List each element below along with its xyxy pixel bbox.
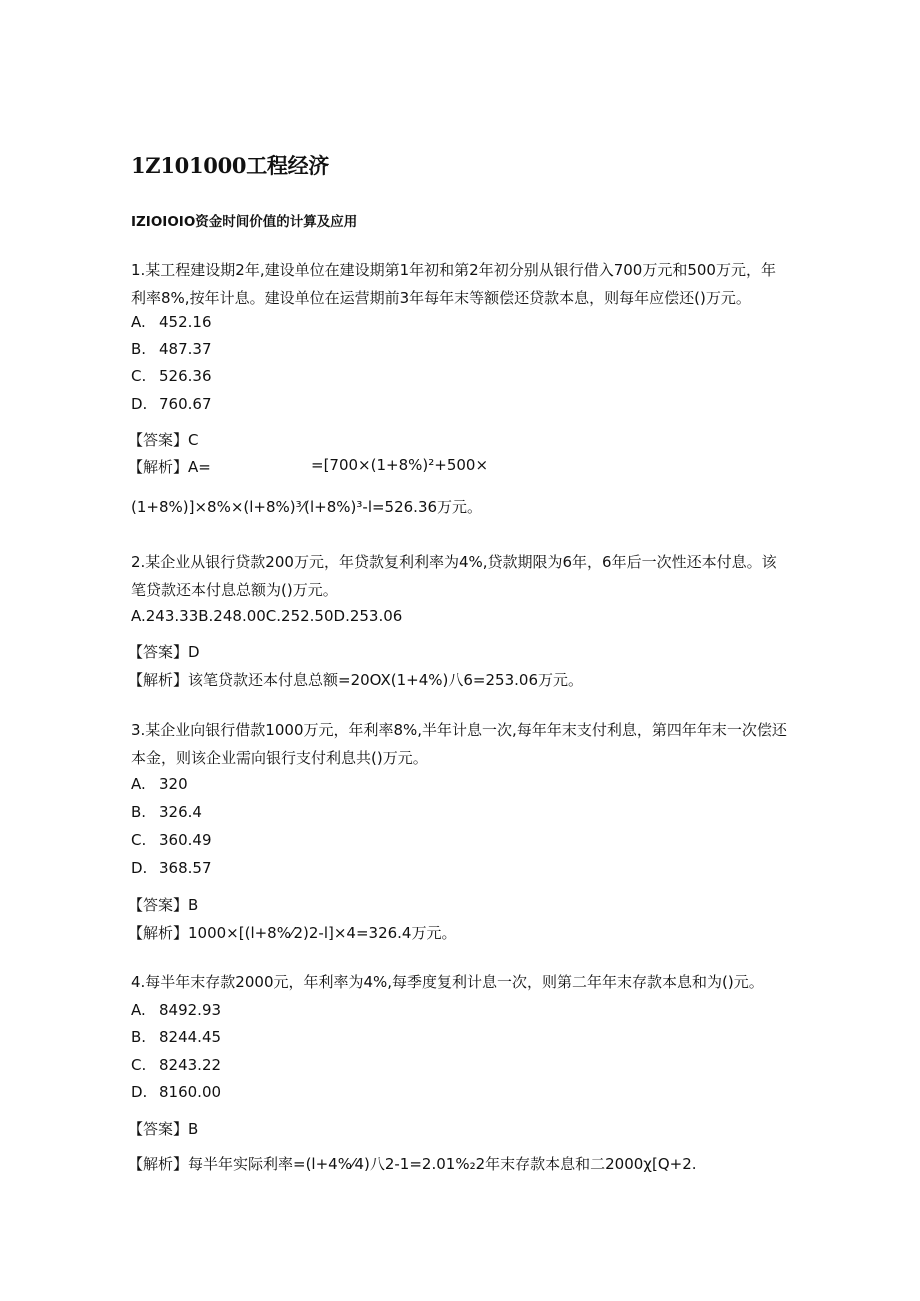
option-letter: B. bbox=[131, 803, 147, 821]
option-letter: D. bbox=[131, 1083, 148, 1101]
option-letter: A. bbox=[131, 313, 146, 331]
question-stem-line: 笔贷款还本付息总额为()万元。 bbox=[131, 581, 338, 599]
option-value: 8243.22 bbox=[159, 1056, 222, 1074]
option-letter: B. bbox=[131, 340, 147, 358]
option-value: 526.36 bbox=[159, 367, 212, 385]
option-letter: A. bbox=[131, 775, 146, 793]
question-1-option-a bbox=[131, 313, 212, 331]
question-4-stem bbox=[131, 968, 796, 996]
question-1-answer: 【答案】C bbox=[128, 431, 199, 449]
option-letter: C. bbox=[131, 1056, 147, 1074]
question-1-option-b bbox=[131, 340, 212, 358]
question-2-analysis: 【解析】该笔贷款还本付息总额=20OX(1+4%)八6=253.06万元。 bbox=[128, 671, 583, 689]
question-4-option-c bbox=[131, 1056, 221, 1074]
question-3-option-a bbox=[131, 775, 188, 793]
question-stem-line: 3.某企业向银行借款1000万元，年利率8%,半年计息一次,每年年末支付利息，第四年年末一次偿还 bbox=[131, 721, 787, 739]
question-4-option-d bbox=[131, 1083, 221, 1101]
question-2-stem bbox=[131, 548, 796, 604]
option-letter: C. bbox=[131, 367, 147, 385]
option-letter: D. bbox=[131, 859, 148, 877]
option-value: 452.16 bbox=[159, 313, 212, 331]
option-value: 320 bbox=[159, 775, 188, 793]
question-stem-line: 4.每半年末存款2000元，年利率为4%,每季度复利计息一次，则第二年年末存款本息和为()元。 bbox=[131, 973, 764, 991]
question-stem-line: 本金，则该企业需向银行支付利息共()万元。 bbox=[131, 749, 428, 767]
question-4-option-a bbox=[131, 1001, 221, 1019]
option-value: 360.49 bbox=[159, 831, 212, 849]
question-stem-line: 利率8%,按年计息。建设单位在运营期前3年每年末等额偿还贷款本息，则每年应偿还()万元。 bbox=[131, 289, 751, 307]
question-1-analysis-label: 【解析】A= bbox=[128, 458, 211, 476]
option-value: 8492.93 bbox=[159, 1001, 222, 1019]
question-4-answer: 【答案】B bbox=[128, 1120, 199, 1138]
option-letter: D. bbox=[131, 395, 148, 413]
question-1-option-d bbox=[131, 395, 212, 413]
question-1-analysis-line2: (1+8%)]×8%×(l+8%)³⁄(l+8%)³-l=526.36万元。 bbox=[131, 498, 483, 516]
question-3-stem bbox=[131, 716, 796, 772]
question-1-analysis-formula: =[700×(1+8%)²+500× bbox=[311, 456, 489, 474]
question-stem-line: 1.某工程建设期2年,建设单位在建设期第1年初和第2年初分别从银行借入700万元和500万元，年 bbox=[131, 261, 776, 279]
option-value: 326.4 bbox=[159, 803, 202, 821]
option-letter: B. bbox=[131, 1028, 147, 1046]
section-heading: IZIOIOIO资金时间价值的计算及应用 bbox=[131, 214, 358, 230]
page-title: 1Z101000工程经济 bbox=[131, 153, 330, 178]
question-3-option-c bbox=[131, 831, 212, 849]
question-stem-line: 2.某企业从银行贷款200万元，年贷款复利利率为4%,贷款期限为6年，6年后一次性还本付息。该 bbox=[131, 553, 777, 571]
question-1-option-c bbox=[131, 367, 212, 385]
question-4-option-b bbox=[131, 1028, 221, 1046]
question-3-answer: 【答案】B bbox=[128, 896, 199, 914]
question-1-stem bbox=[131, 256, 796, 312]
question-4-analysis: 【解析】每半年实际利率=(l+4%⁄4)八2-1=2.01%₂2年末存款本息和二2000χ[Q+2. bbox=[128, 1155, 697, 1173]
option-letter: A. bbox=[131, 1001, 146, 1019]
question-3-analysis: 【解析】1000×[(l+8%⁄2)2-l]×4=326.4万元。 bbox=[128, 924, 457, 942]
option-value: 8244.45 bbox=[159, 1028, 222, 1046]
option-value: 8160.00 bbox=[159, 1083, 222, 1101]
option-value: 487.37 bbox=[159, 340, 212, 358]
option-value: 368.57 bbox=[159, 859, 212, 877]
question-3-option-d bbox=[131, 859, 212, 877]
question-2-answer: 【答案】D bbox=[128, 643, 200, 661]
option-letter: C. bbox=[131, 831, 147, 849]
option-value: 760.67 bbox=[159, 395, 212, 413]
question-3-option-b bbox=[131, 803, 202, 821]
question-2-options: A.243.33B.248.00C.252.50D.253.06 bbox=[131, 607, 403, 625]
